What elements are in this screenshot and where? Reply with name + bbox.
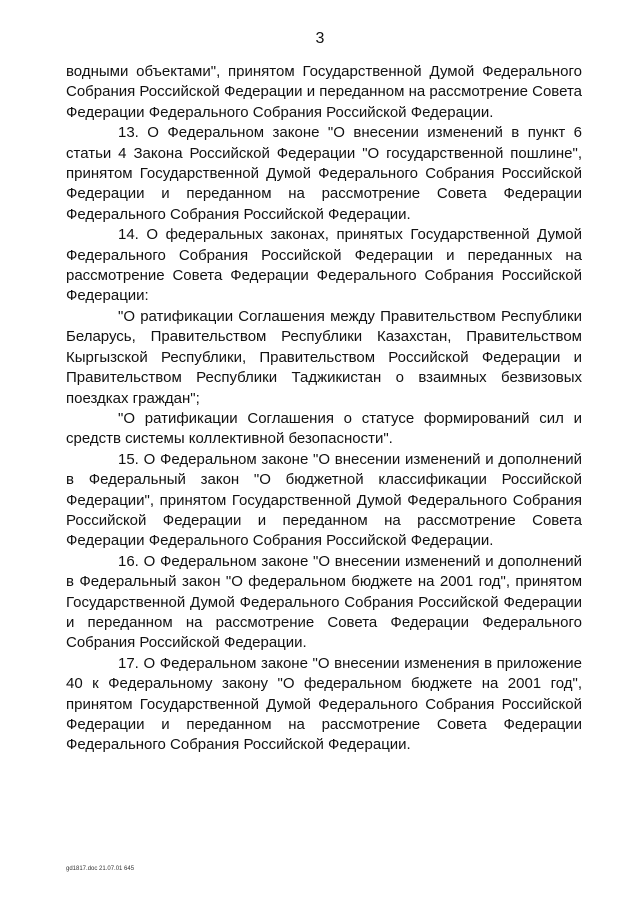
paragraph-item-16: 16. О Федеральном законе "О внесении изменений и дополнений в Федеральный закон "О федеральном бюджете на 2001 год", принятом Государственной Думой Федерального Собрания Российской Федерации и переданном на рассмотрение Совета Федерации Федерального Собрания Российской Федерации. (66, 552, 582, 652)
document-body (66, 62, 582, 756)
paragraph-law-ratification-visa: "О ратификации Соглашения между Правительством Республики Беларусь, Правительством Республики Казахстан, Правительством Кыргызской Республики, Правительством Российской Федерации и Правительством Республики Таджикистан о взаимных безвизовых поездках граждан"; (66, 307, 582, 407)
page-number: 3 (315, 30, 325, 47)
paragraph-item-15: 15. О Федеральном законе "О внесении изменений и дополнений в Федеральный закон "О бюджетной классификации Российской Федерации", принятом Государственной Думой Федерального Собрания Российской Федерации и переданном на рассмотрение Совета Федерации Федерального Собрания Российской Федерации. (66, 450, 582, 550)
paragraph-item-14: 14. О федеральных законах, принятых Государственной Думой Федерального Собрания Российской Федерации и переданных на рассмотрение Совета Федерации Федерального Собрания Российской Федерации: (66, 226, 582, 305)
paragraph-continuation: водными объектами", принятом Государственной Думой Федерального Собрания Российской Федерации и переданном на рассмотрение Совета Федерации Федерального Собрания Российской Федерации. (66, 63, 582, 121)
footer-file-id: gd1817.doc 21.07.01 645 (66, 866, 135, 872)
paragraph-item-13: 13. О Федеральном законе "О внесении изменений в пункт 6 статьи 4 Закона Российской Федерации "О государственной пошлине", принятом Государственной Думой Федерального Собрания Российской Федерации и переданном на рассмотрение Совета Федерации Федерального Собрания Российской Федерации. (66, 124, 582, 223)
paragraph-item-17: 17. О Федеральном законе "О внесении изменения в приложение 40 к Федеральному закону "О федеральном бюджете на 2001 год", принятом Государственной Думой Федерального Собрания Российской Федерации и переданном на рассмотрение Совета Федерации Федерального Собрания Российской Федерации. (66, 654, 582, 754)
paragraph-law-ratification-forces: "О ратификации Соглашения о статусе формирований сил и средств системы коллективной безопасности". (66, 409, 582, 448)
